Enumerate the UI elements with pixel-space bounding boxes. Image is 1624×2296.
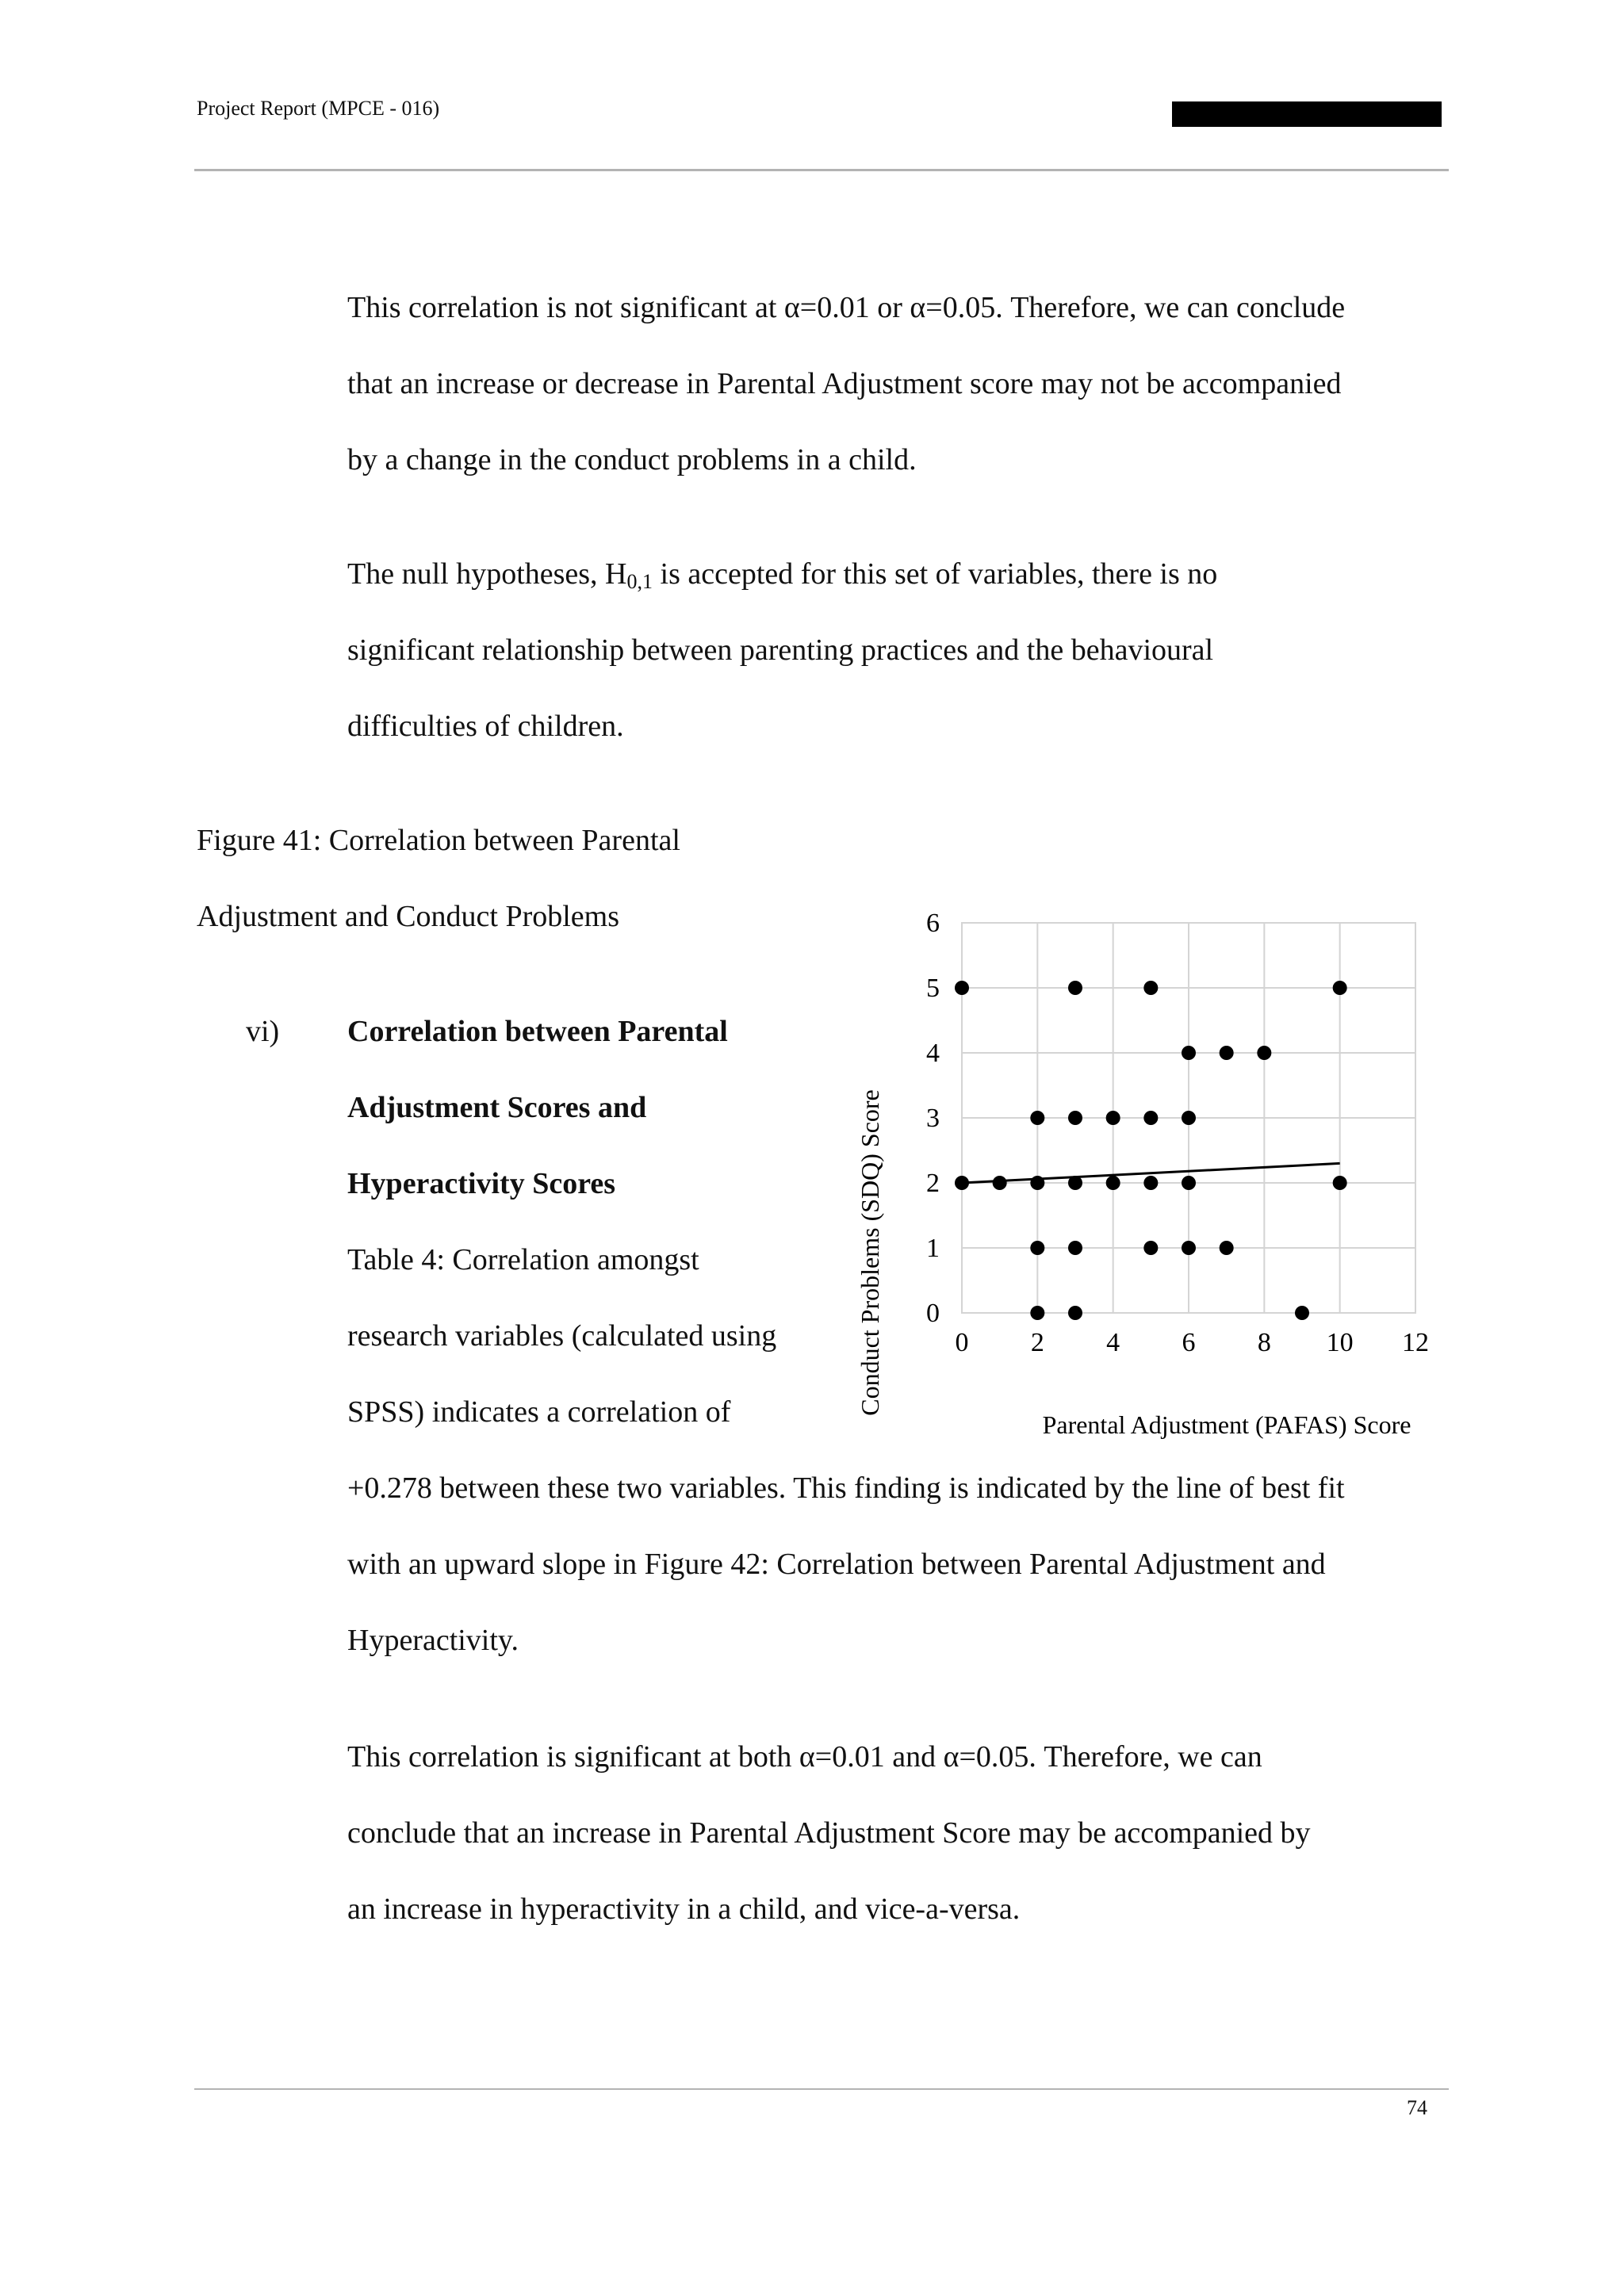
data-point xyxy=(1068,1306,1082,1320)
data-point xyxy=(1333,1176,1347,1190)
data-point xyxy=(1030,1176,1044,1190)
text-line: conclude that an increase in Parental Adjustment Score may be accompanied by xyxy=(347,1816,1311,1850)
section-heading xyxy=(347,993,728,1222)
data-point xyxy=(1257,1046,1271,1060)
heading-line: Correlation between Parental xyxy=(347,1015,728,1048)
text-line: significant relationship between parenting practices and the behavioural xyxy=(347,633,1214,667)
data-point xyxy=(1182,1176,1196,1190)
running-header: Project Report (MPCE - 016) xyxy=(197,97,440,120)
data-point xyxy=(1143,1111,1158,1125)
chart-points xyxy=(955,981,1347,1320)
data-point xyxy=(1143,1241,1158,1255)
text-fragment: The null hypotheses, H xyxy=(347,557,627,591)
text-line: +0.278 between these two variables. This finding is indicated by the line of best fit xyxy=(347,1471,1345,1505)
data-point xyxy=(1106,1176,1120,1190)
figure-caption-line: Figure 41: Correlation between Parental xyxy=(197,824,680,857)
x-tick-label: 10 xyxy=(1326,1328,1354,1357)
scatter-chart xyxy=(841,884,1451,1455)
y-tick-label: 3 xyxy=(926,1104,940,1133)
text-line: Hyperactivity. xyxy=(347,1624,519,1657)
data-point xyxy=(1143,981,1158,995)
data-point xyxy=(1333,981,1347,995)
y-tick-label: 0 xyxy=(926,1299,940,1328)
hypothesis-subscript: 0,1 xyxy=(626,570,653,593)
text-line: SPSS) indicates a correlation of xyxy=(347,1395,731,1429)
section-number: vi) xyxy=(246,1015,280,1048)
x-tick-label: 6 xyxy=(1182,1328,1196,1357)
paragraph-significance-hyperactivity xyxy=(347,1719,1311,1947)
text-fragment: is accepted for this set of variables, there is no xyxy=(653,557,1218,591)
text-line: Table 4: Correlation amongst xyxy=(347,1243,699,1276)
data-point xyxy=(1143,1176,1158,1190)
text-line: by a change in the conduct problems in a child. xyxy=(347,443,917,476)
text-line: This correlation is significant at both α=0.01 and α=0.05. Therefore, we can xyxy=(347,1740,1262,1774)
data-point xyxy=(1068,1176,1082,1190)
data-point xyxy=(1030,1241,1044,1255)
data-point xyxy=(1030,1306,1044,1320)
y-tick-label: 5 xyxy=(926,974,940,1003)
data-point xyxy=(993,1176,1007,1190)
paragraph-null-hypothesis xyxy=(347,536,1217,764)
text-line: an increase in hyperactivity in a child, and vice-a-versa. xyxy=(347,1892,1021,1926)
x-tick-label: 4 xyxy=(1106,1328,1120,1357)
data-point xyxy=(1220,1241,1234,1255)
y-tick-label: 2 xyxy=(926,1169,940,1198)
data-point xyxy=(1182,1111,1196,1125)
figure-caption-line: Adjustment and Conduct Problems xyxy=(197,900,620,933)
data-point xyxy=(1068,1241,1082,1255)
y-tick-label: 6 xyxy=(926,909,940,938)
text-line: research variables (calculated using xyxy=(347,1319,777,1353)
header-rule xyxy=(194,169,1449,171)
y-tick-label: 4 xyxy=(926,1039,940,1068)
data-point xyxy=(1030,1111,1044,1125)
data-point xyxy=(1106,1111,1120,1125)
text-line xyxy=(347,536,1217,612)
chart-ticks xyxy=(926,909,1429,1357)
x-tick-label: 0 xyxy=(955,1328,969,1357)
y-axis-label: Conduct Problems (SDQ) Score xyxy=(856,1089,884,1416)
data-point xyxy=(955,1176,969,1190)
data-point xyxy=(1220,1046,1234,1060)
text-line: that an increase or decrease in Parental Adjustment score may not be accompanied xyxy=(347,367,1342,400)
paragraph-significance-conduct xyxy=(347,270,1345,498)
x-axis-label: Parental Adjustment (PAFAS) Score xyxy=(1042,1410,1411,1439)
data-point xyxy=(1068,1111,1082,1125)
data-point xyxy=(1182,1046,1196,1060)
x-tick-label: 8 xyxy=(1257,1328,1271,1357)
footer-rule xyxy=(194,2088,1449,2090)
y-tick-label: 1 xyxy=(926,1234,940,1263)
data-point xyxy=(1182,1241,1196,1255)
text-line: This correlation is not significant at α=0.01 or α=0.05. Therefore, we can conclude xyxy=(347,291,1346,324)
text-line: difficulties of children. xyxy=(347,710,624,743)
data-point xyxy=(955,981,969,995)
redaction-bar xyxy=(1172,101,1442,127)
data-point xyxy=(1068,981,1082,995)
x-tick-label: 2 xyxy=(1030,1328,1044,1357)
data-point xyxy=(1295,1306,1309,1320)
heading-line: Hyperactivity Scores xyxy=(347,1167,616,1200)
text-line: with an upward slope in Figure 42: Correlation between Parental Adjustment and xyxy=(347,1548,1326,1581)
x-tick-label: 12 xyxy=(1402,1328,1429,1357)
page-number: 74 xyxy=(1407,2096,1427,2119)
heading-line: Adjustment Scores and xyxy=(347,1091,647,1124)
